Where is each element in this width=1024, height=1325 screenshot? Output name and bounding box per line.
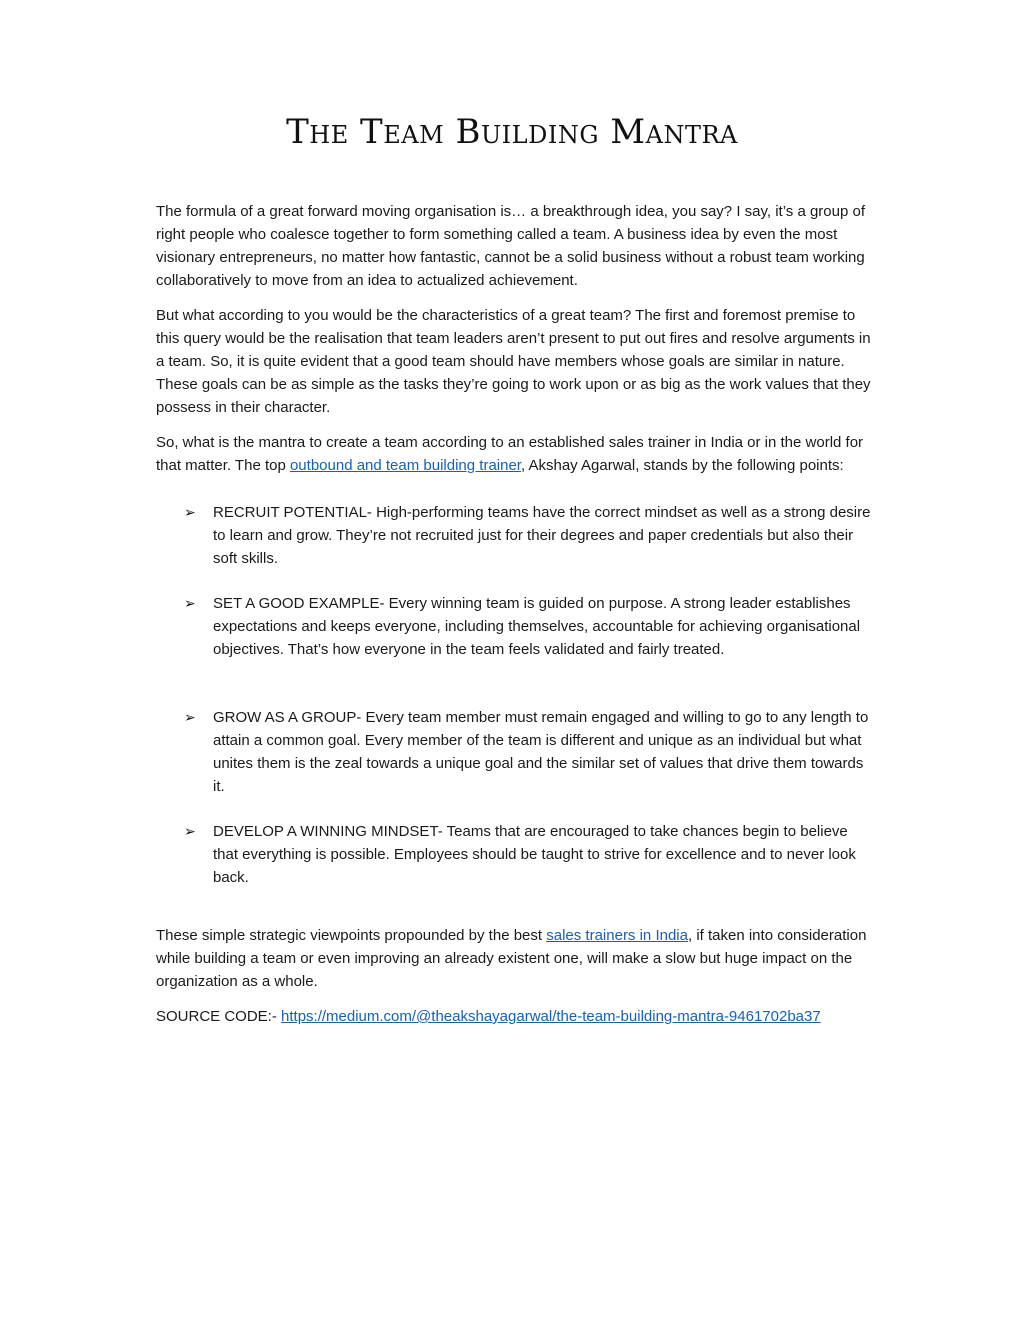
- closing-text-end: , if taken into consideration while building a team or even improving an already existent one, will make a slow but huge impact on the organization as a whole.: [156, 927, 867, 990]
- paragraph-intro: [156, 431, 871, 477]
- paragraph-closing: [156, 924, 871, 993]
- list-item-text: GROW AS A GROUP- Every team member must remain engaged and willing to go to any length to attain a common goal. Every member of the team is different and unique as an individual but what unites them is the zeal towards a unique goal and the similar set of values that drive them towards it.: [213, 709, 869, 795]
- sales-trainers-link[interactable]: sales trainers in India: [546, 927, 688, 944]
- source-line: [156, 1005, 871, 1028]
- page-title: The Team Building Mantra: [286, 112, 738, 152]
- list-item: [156, 501, 871, 570]
- paragraph-characteristics: But what according to you would be the characteristics of a great team? The first and foremost premise to this query would be the realisation that team leaders aren’t present to put out fires and resolve arguments in a team. So, it is quite evident that a good team should have members whose goals are similar in nature. These goals can be as simple as the tasks they’re going to work upon or as big as the work values that they possess in their character.: [156, 307, 871, 416]
- list-item-text: DEVELOP A WINNING MINDSET- Teams that are encouraged to take chances begin to believe that everything is possible. Employees should be taught to strive for excellence and to never look back.: [213, 823, 856, 886]
- source-label: SOURCE CODE:-: [156, 1008, 282, 1025]
- arrow-bullet-icon: ➢: [184, 504, 196, 520]
- intro-text-start: So, what is the mantra to create a team according to an established sales trainer in India or in the world for that matter. The top: [156, 434, 864, 474]
- list-item-text: SET A GOOD EXAMPLE- Every winning team is guided on purpose. A strong leader establishes expectations and keeps everyone, including themselves, accountable for achieving organisational objectives. That’s how everyone in the team feels validated and fairly treated.: [213, 595, 861, 658]
- list-item-text: RECRUIT POTENTIAL- High-performing teams have the correct mindset as well as a strong desire to learn and grow. They’re not recruited just for their degrees and paper credentials but also their soft skills.: [213, 504, 871, 567]
- source-url-link[interactable]: https://medium.com/@theakshayagarwal/the-team-building-mantra-9461702ba37: [281, 1008, 821, 1025]
- closing-text-start: These simple strategic viewpoints propounded by the best: [156, 927, 547, 944]
- arrow-bullet-icon: ➢: [184, 595, 196, 611]
- arrow-bullet-icon: ➢: [184, 823, 196, 839]
- list-item: [156, 820, 871, 889]
- list-item: [156, 592, 871, 661]
- mantra-list: [156, 501, 871, 889]
- outbound-trainer-link[interactable]: outbound and team building trainer: [289, 457, 521, 474]
- document-body: [156, 200, 871, 1040]
- intro-text-end: , Akshay Agarwal, stands by the following points:: [520, 457, 844, 474]
- list-item: [156, 706, 871, 798]
- paragraph-formula: The formula of a great forward moving organisation is… a breakthrough idea, you say? I say, it’s a group of right people who coalesce together to form something called a team. A business idea by even the most visionary entrepreneurs, no matter how fantastic, cannot be a solid business without a robust team working collaboratively to move from an idea to actualized achievement.: [156, 203, 865, 289]
- arrow-bullet-icon: ➢: [184, 709, 196, 725]
